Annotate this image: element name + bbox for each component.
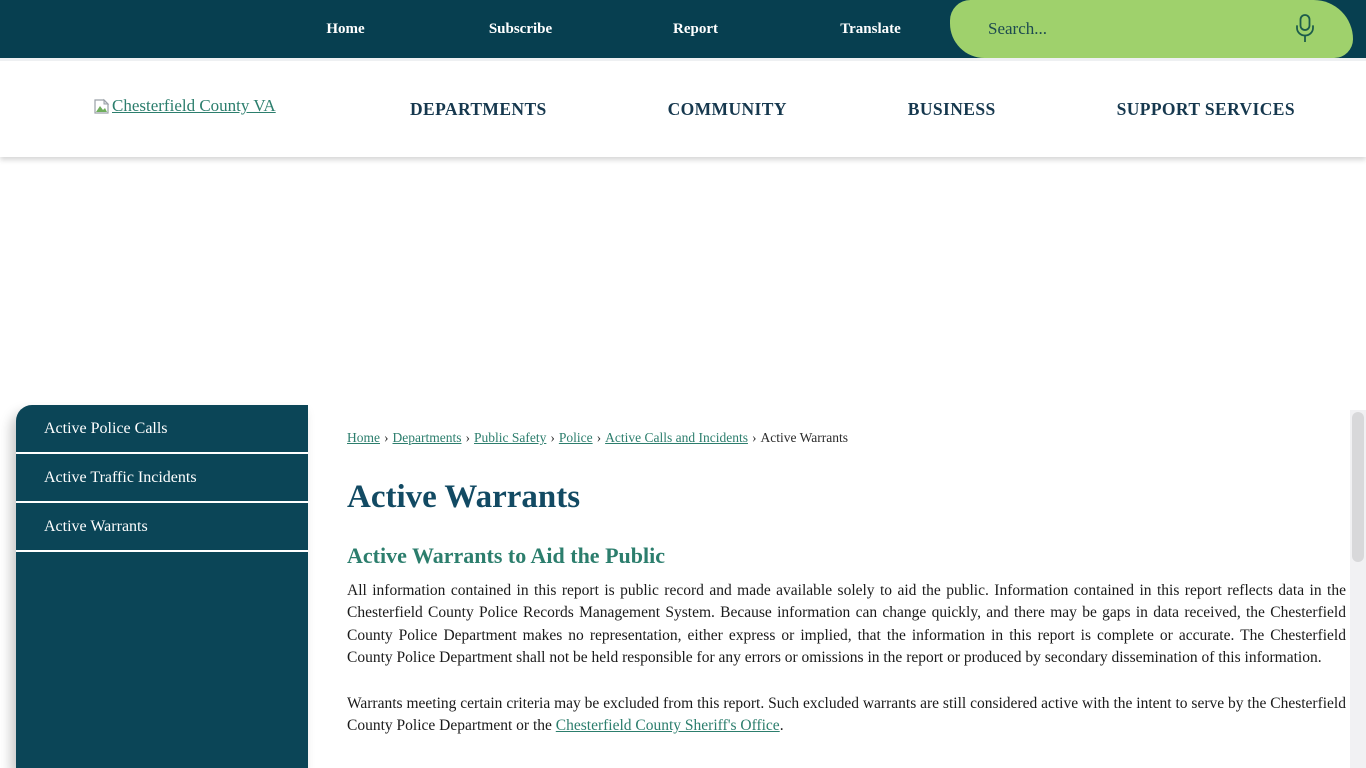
sidebar-item-active-warrants[interactable]: Active Warrants: [16, 503, 308, 552]
content-scrollbar[interactable]: [1350, 410, 1366, 768]
breadcrumb-separator: ›: [596, 430, 602, 445]
breadcrumb-link-police[interactable]: Police: [558, 430, 593, 445]
top-utility-bar: [0, 0, 1366, 58]
main-content: [347, 430, 1346, 737]
utility-link-subscribe[interactable]: Subscribe: [488, 20, 553, 37]
site-logo-link[interactable]: [93, 96, 276, 116]
utility-link-home[interactable]: Home: [326, 20, 365, 37]
content-scrollbar-thumb[interactable]: [1352, 412, 1364, 562]
exclusions-text-before: Warrants meeting certain criteria may be excluded from this report. Such excluded warrants are still considered active with the intent to serve by the Chesterfield County Police Department or the: [347, 694, 1346, 735]
breadcrumb-separator: ›: [751, 430, 757, 445]
nav-item-support-services[interactable]: SUPPORT SERVICES: [1116, 98, 1295, 119]
section-heading: Active Warrants to Aid the Public: [347, 543, 665, 568]
utility-link-report[interactable]: Report: [673, 20, 718, 37]
disclaimer-paragraph: All information contained in this report is public record and made available solely to aid the public. Information contained in this report reflects data in the Chesterfield County Police Records Management System. Because information can change quickly, and there may be gaps in data received, the Chesterfield County Police Department makes no representation, either express or implied, that the information in this report is complete or accurate. The Chesterfield County Police Department shall not be held responsible for any errors or omissions in the report or produced by secondary dissemination of this information.: [347, 582, 1346, 667]
breadcrumb-current: Active Warrants: [760, 430, 848, 445]
sidebar-item-active-police-calls[interactable]: Active Police Calls: [16, 405, 308, 454]
breadcrumb-separator: ›: [550, 430, 555, 445]
page-title: Active Warrants: [347, 479, 581, 515]
breadcrumb-separator: ›: [465, 430, 470, 445]
exclusions-text-after: .: [779, 717, 784, 735]
sidebar-item-active-traffic-incidents[interactable]: Active Traffic Incidents: [16, 454, 308, 503]
sheriffs-office-link[interactable]: Chesterfield County Sheriff's Office: [555, 717, 780, 735]
exclusions-paragraph: [347, 693, 1346, 738]
nav-item-business[interactable]: BUSINESS: [907, 98, 996, 119]
breadcrumb-link-departments[interactable]: Departments: [392, 430, 462, 445]
breadcrumb-link-home[interactable]: Home: [347, 430, 380, 445]
nav-item-departments[interactable]: DEPARTMENTS: [410, 98, 547, 119]
utility-nav: [258, 0, 958, 58]
breadcrumb-link-active-calls-and-incidents[interactable]: Active Calls and Incidents: [605, 430, 748, 445]
nav-item-community[interactable]: COMMUNITY: [667, 98, 787, 119]
breadcrumb: [347, 430, 1346, 446]
utility-link-translate[interactable]: Translate: [840, 20, 901, 37]
broken-image-icon: [93, 98, 110, 115]
breadcrumb-link-public-safety[interactable]: Public Safety: [473, 430, 547, 445]
microphone-icon[interactable]: [1293, 13, 1317, 45]
primary-nav: [410, 61, 1295, 157]
search-bar[interactable]: [950, 0, 1353, 58]
search-input[interactable]: Search...: [988, 19, 1048, 38]
breadcrumb-separator: ›: [384, 430, 389, 445]
site-logo-text: Chesterfield County VA: [112, 96, 276, 115]
site-header: [0, 58, 1366, 157]
section-sidebar: [16, 405, 308, 768]
